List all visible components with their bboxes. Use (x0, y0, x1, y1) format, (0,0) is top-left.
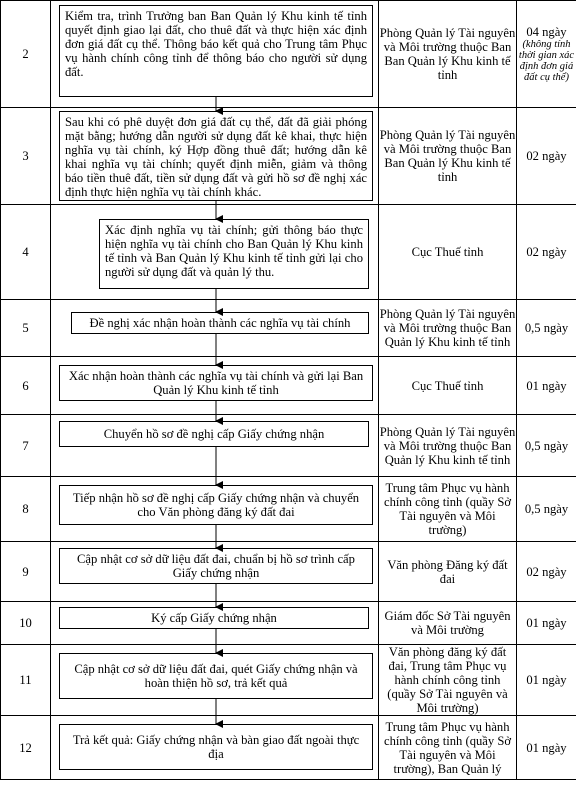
step-box: Kiểm tra, trình Trưởng ban Ban Quản lý Khu kinh tế tỉnh quyết định giao lại đất, cho thuê đất và thực hiện xác định đơn giá đất cụ thể. Thông báo kết quả cho Trung tâm Phục vụ hành chính công tỉnh để thông báo cho người sử dụng đất. (59, 5, 373, 97)
table-row (1, 357, 576, 415)
step-cell (51, 415, 379, 477)
table-row (1, 300, 576, 357)
step-box: Ký cấp Giấy chứng nhận (59, 607, 369, 629)
step-number: 10 (1, 602, 51, 645)
step-number: 7 (1, 415, 51, 477)
step-number: 8 (1, 477, 51, 542)
time-value: 02 ngày (526, 564, 567, 579)
step-number: 2 (1, 1, 51, 108)
time-value: 0,5 ngày (524, 502, 569, 516)
agency-cell: Văn phòng Đăng ký đất đai (379, 542, 517, 602)
time-cell (517, 357, 576, 415)
time-cell (517, 300, 576, 357)
time-note: (không tính thời gian xác định đơn giá đất cụ thể) (518, 39, 575, 83)
table-row (1, 415, 576, 477)
agency-cell: Giám đốc Sở Tài nguyên và Môi trường (379, 602, 517, 645)
step-cell (51, 716, 379, 780)
step-box: Cập nhật cơ sở dữ liệu đất đai, chuẩn bị hồ sơ trình cấp Giấy chứng nhận (59, 548, 373, 584)
time-cell (517, 205, 576, 300)
time-cell (517, 716, 576, 780)
table-row (1, 205, 576, 300)
step-number: 6 (1, 357, 51, 415)
step-number: 4 (1, 205, 51, 300)
step-cell (51, 542, 379, 602)
time-cell (517, 477, 576, 542)
agency-cell: Cục Thuế tỉnh (379, 357, 517, 415)
agency-cell: Phòng Quản lý Tài nguyên và Môi trường thuộc Ban Ban Quản lý Khu kinh tế tỉnh (379, 108, 517, 205)
step-box: Tiếp nhận hồ sơ đề nghị cấp Giấy chứng nhận và chuyển cho Văn phòng đăng ký đất đai (59, 485, 373, 525)
step-box: Trả kết quả: Giấy chứng nhận và bàn giao đất ngoài thực địa (59, 724, 373, 770)
step-box: Cập nhật cơ sở dữ liệu đất đai, quét Giấy chứng nhận và hoàn thiện hồ sơ, trả kết quả (59, 653, 373, 699)
step-cell (51, 300, 379, 357)
table-row (1, 108, 576, 205)
step-number: 11 (1, 645, 51, 716)
time-cell (517, 645, 576, 716)
step-cell (51, 205, 379, 300)
time-value: 01 ngày (526, 740, 567, 755)
time-value: 02 ngày (526, 149, 567, 163)
step-cell (51, 357, 379, 415)
step-box: Sau khi có phê duyệt đơn giá đất cụ thể, đất đã giải phóng mặt bằng; hướng dẫn người sử dụng đất kê khai, thực hiện nghĩa vụ tài chính, ký Hợp đồng thuê đất; hướng dẫn kê khai nghĩa vụ tài chính; quyết định miễn, giảm và thông báo tiền thuê đất, tiền sử dụng đất và gửi hồ sơ đề nghị xác định thực hiện nghĩa vụ tài chính khác. (59, 111, 373, 201)
agency-cell: Phòng Quản lý Tài nguyên và Môi trường thuộc Ban Ban Quản lý Khu kinh tế tỉnh (379, 1, 517, 108)
table-row (1, 645, 576, 716)
step-number: 9 (1, 542, 51, 602)
step-box: Chuyển hồ sơ đề nghị cấp Giấy chứng nhận (59, 421, 369, 447)
agency-cell: Trung tâm Phục vụ hành chính công tỉnh (quầy Sở Tài nguyên và Môi trường), Ban Quản lý (379, 716, 517, 780)
step-cell (51, 1, 379, 108)
time-cell (517, 542, 576, 602)
agency-cell: Phòng Quản lý Tài nguyên và Môi trường thuộc Ban Quản lý Khu kinh tế tỉnh (379, 300, 517, 357)
table-row (1, 602, 576, 645)
step-box: Xác định nghĩa vụ tài chính; gửi thông báo thực hiện nghĩa vụ tài chính cho Ban Quản lý Khu kinh tế tỉnh và Ban Quản lý Khu kinh tế tỉnh gửi lại cho người sử dụng đất và quản lý thu. (99, 219, 369, 289)
time-value: 01 ngày (526, 673, 567, 687)
time-cell (517, 415, 576, 477)
step-box: Đề nghị xác nhận hoàn thành các nghĩa vụ tài chính (71, 312, 369, 334)
time-value: 0,5 ngày (524, 321, 569, 335)
step-number: 5 (1, 300, 51, 357)
step-cell (51, 602, 379, 645)
agency-cell: Văn phòng đăng ký đất đai, Trung tâm Phục vụ hành chính công tỉnh (quầy Sở Tài nguyên và Môi trường) (379, 645, 517, 716)
table-row (1, 1, 576, 108)
time-value: 04 ngày (526, 25, 567, 39)
time-cell (517, 602, 576, 645)
time-value: 0,5 ngày (524, 438, 569, 453)
agency-cell: Cục Thuế tỉnh (379, 205, 517, 300)
step-number: 12 (1, 716, 51, 780)
step-cell (51, 477, 379, 542)
table-row (1, 477, 576, 542)
time-cell (517, 108, 576, 205)
step-cell (51, 108, 379, 205)
table-row (1, 716, 576, 780)
time-value: 01 ngày (526, 616, 567, 630)
agency-cell: Phòng Quản lý Tài nguyên và Môi trường thuộc Ban Quản lý Khu kinh tế tỉnh (379, 415, 517, 477)
time-cell (517, 1, 576, 108)
step-number: 3 (1, 108, 51, 205)
table-row (1, 542, 576, 602)
step-box: Xác nhận hoàn thành các nghĩa vụ tài chính và gửi lại Ban Quản lý Khu kinh tế tỉnh (59, 365, 373, 401)
step-cell (51, 645, 379, 716)
time-value: 01 ngày (526, 378, 567, 393)
agency-cell: Trung tâm Phục vụ hành chính công tỉnh (quầy Sở Tài nguyên và Môi trường) (379, 477, 517, 542)
time-value: 02 ngày (526, 245, 567, 259)
